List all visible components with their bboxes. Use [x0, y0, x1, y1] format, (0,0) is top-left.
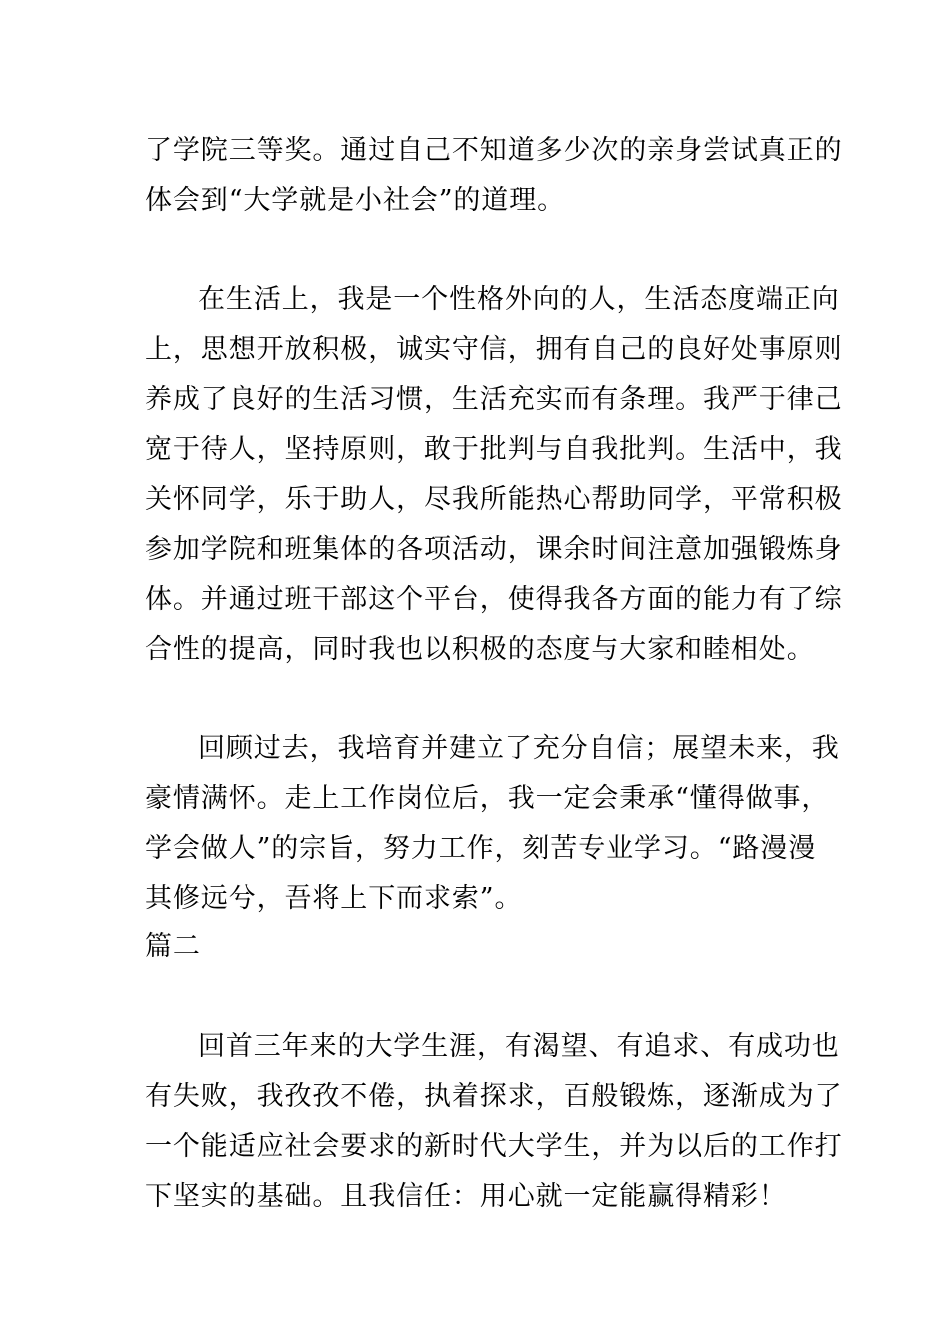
text-line: 了学院三等奖。通过自己不知道多少次的亲身尝试真正的	[145, 135, 843, 166]
text-line: 参加学院和班集体的各项活动，课余时间注意加强锻炼身	[145, 534, 843, 565]
text-line: 回首三年来的大学生涯，有渴望、有追求、有成功也	[198, 1031, 840, 1062]
text-line: 宽于待人，坚持原则，敢于批判与自我批判。生活中，我	[145, 434, 843, 465]
text-line: 上，思想开放积极，诚实守信，拥有自己的良好处事原则	[145, 334, 843, 365]
text-line: 在生活上，我是一个性格外向的人，生活态度端正向	[198, 284, 840, 315]
text-line: 合性的提高，同时我也以积极的态度与大家和睦相处。	[145, 634, 815, 665]
text-line: 有失败，我孜孜不倦，执着探求，百般锻炼，逐渐成为了	[145, 1081, 843, 1112]
text-line: 豪情满怀。走上工作岗位后，我一定会秉承“懂得做事，	[145, 783, 830, 814]
text-line: 关怀同学，乐于助人，尽我所能热心帮助同学，平常积极	[145, 484, 843, 515]
text-line: 体会到“大学就是小社会”的道理。	[145, 185, 566, 216]
section-heading: 篇二	[145, 931, 201, 962]
text-line: 学会做人”的宗旨，努力工作，刻苦专业学习。“路漫漫	[145, 833, 817, 864]
text-line: 一个能适应社会要求的新时代大学生，并为以后的工作打	[145, 1131, 843, 1162]
text-line: 下坚实的基础。且我信任：用心就一定能赢得精彩！	[145, 1181, 787, 1212]
text-line: 其修远兮，吾将上下而求索”。	[145, 883, 523, 914]
text-line: 体。并通过班干部这个平台，使得我各方面的能力有了综	[145, 584, 843, 615]
text-line: 养成了良好的生活习惯，生活充实而有条理。我严于律己	[145, 384, 843, 415]
text-line: 回顾过去，我培育并建立了充分自信；展望未来，我	[198, 733, 840, 764]
